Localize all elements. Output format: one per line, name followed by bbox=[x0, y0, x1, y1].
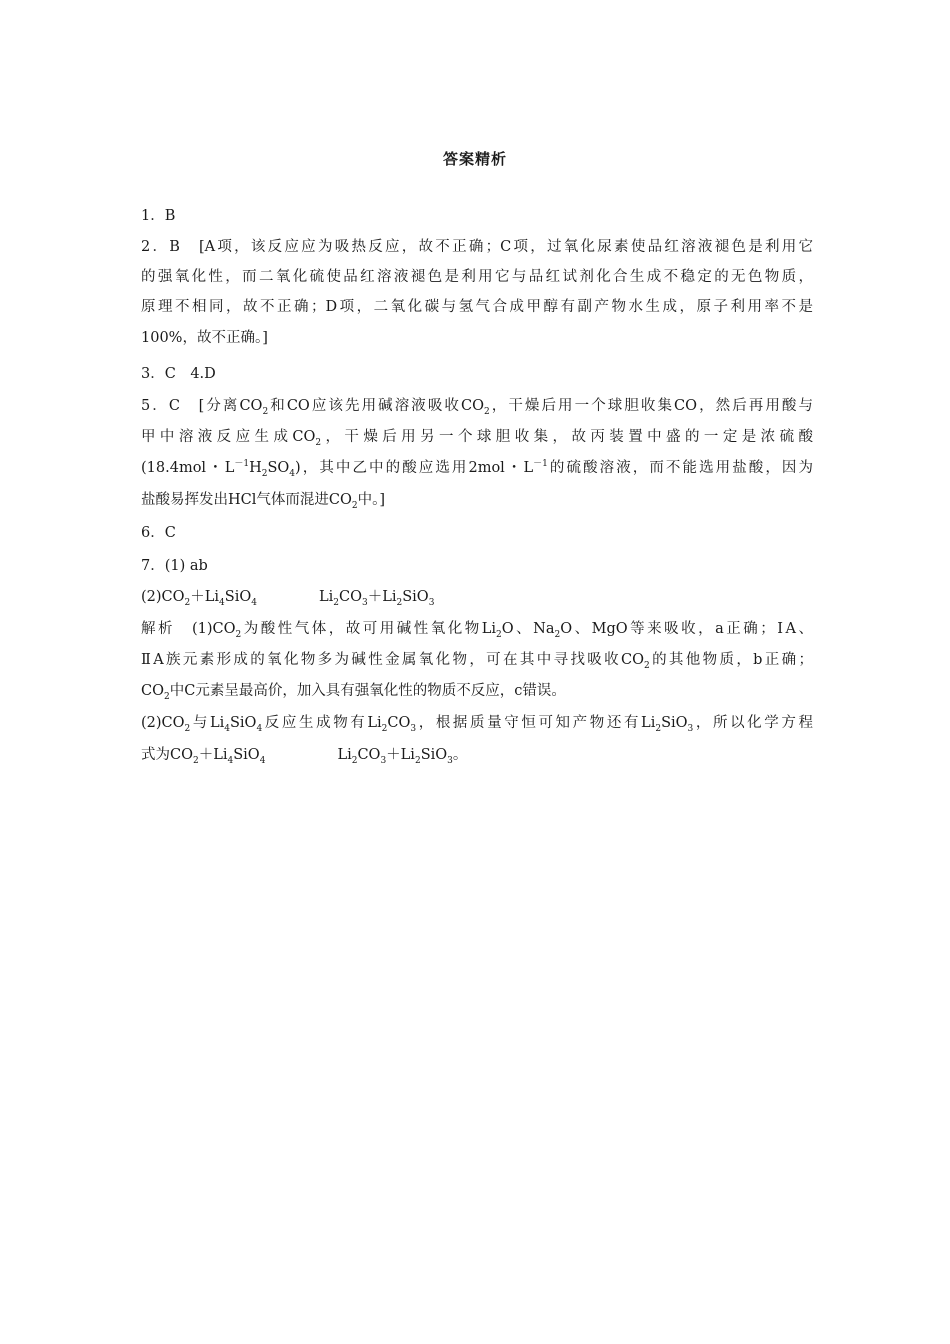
answer-5-line-2: 甲中溶液反应生成$CO_2$，干燥后用另一个球胆收集，故丙装置中盛的一定是浓硫酸 bbox=[141, 429, 813, 448]
analysis-line-1: 解析 $(1)CO_2$为酸性气体，故可用碱性氧化物$Li_2O$、$Na_2O$、MgO等来吸收，a正确；ⅠA、 bbox=[141, 621, 814, 640]
answer-5-line-4: 盐酸易挥发出HCl气体而混进$CO_2$中。] bbox=[141, 492, 386, 511]
answer-2-line-4: 100%，故不正确。] bbox=[141, 330, 268, 346]
answer-1: 1．B bbox=[141, 208, 176, 224]
answer-7-equation: $(2)CO_2+Li_4SiO_4$ $Li_2CO_3+Li_2SiO_3$ bbox=[141, 589, 435, 608]
answer-2-line-2: 的强氧化性，而二氧化硫使品红溶液褪色是利用它与品红试剂化合生成不稳定的无色物质， bbox=[141, 269, 813, 285]
analysis-line-5: 式为$CO_2+Li_4SiO_4$ $Li_2CO_3+Li_2SiO_3$。 bbox=[141, 747, 468, 766]
page-title: 答案精析 bbox=[442, 150, 507, 168]
answer-5-line-3: (18.4mol・$L^{-1}H_2SO_4$)，其中乙中的酸应选用2mol・$L^{-1}$的硫酸溶液，而不能选用盐酸，因为 bbox=[141, 459, 813, 479]
answer-5-line-1: 5．C [分离$CO_2$和CO应该先用碱溶液吸收$CO_2$，干燥后用一个球胆收集CO，然后再用酸与 bbox=[141, 398, 814, 417]
answer-6: 6．C bbox=[141, 525, 176, 541]
analysis-line-2: ⅡA族元素形成的氧化物多为碱性金属氧化物，可在其中寻找吸收$CO_2$的其他物质，b正确； bbox=[141, 652, 814, 671]
answer-3-4: 3．C 4.D bbox=[141, 366, 216, 382]
answer-2-line-1: 2．B [A项，该反应应为吸热反应，故不正确；C项，过氧化尿素使品红溶液褪色是利用它 bbox=[141, 239, 813, 255]
analysis-line-3: $CO_2$中C元素呈最高价，加入具有强氧化性的物质不反应，c错误。 bbox=[141, 683, 566, 702]
analysis-line-4: $(2)CO_2$与$Li_4SiO_4$反应生成物有$Li_2CO_3$，根据质量守恒可知产物还有$Li_2SiO_3$，所以化学方程 bbox=[141, 715, 813, 734]
answer-2-line-3: 原理不相同，故不正确；D项，二氧化碳与氢气合成甲醇有副产物水生成，原子利用率不是 bbox=[141, 299, 813, 315]
answer-7-part-1: 7．(1) ab bbox=[141, 558, 208, 574]
